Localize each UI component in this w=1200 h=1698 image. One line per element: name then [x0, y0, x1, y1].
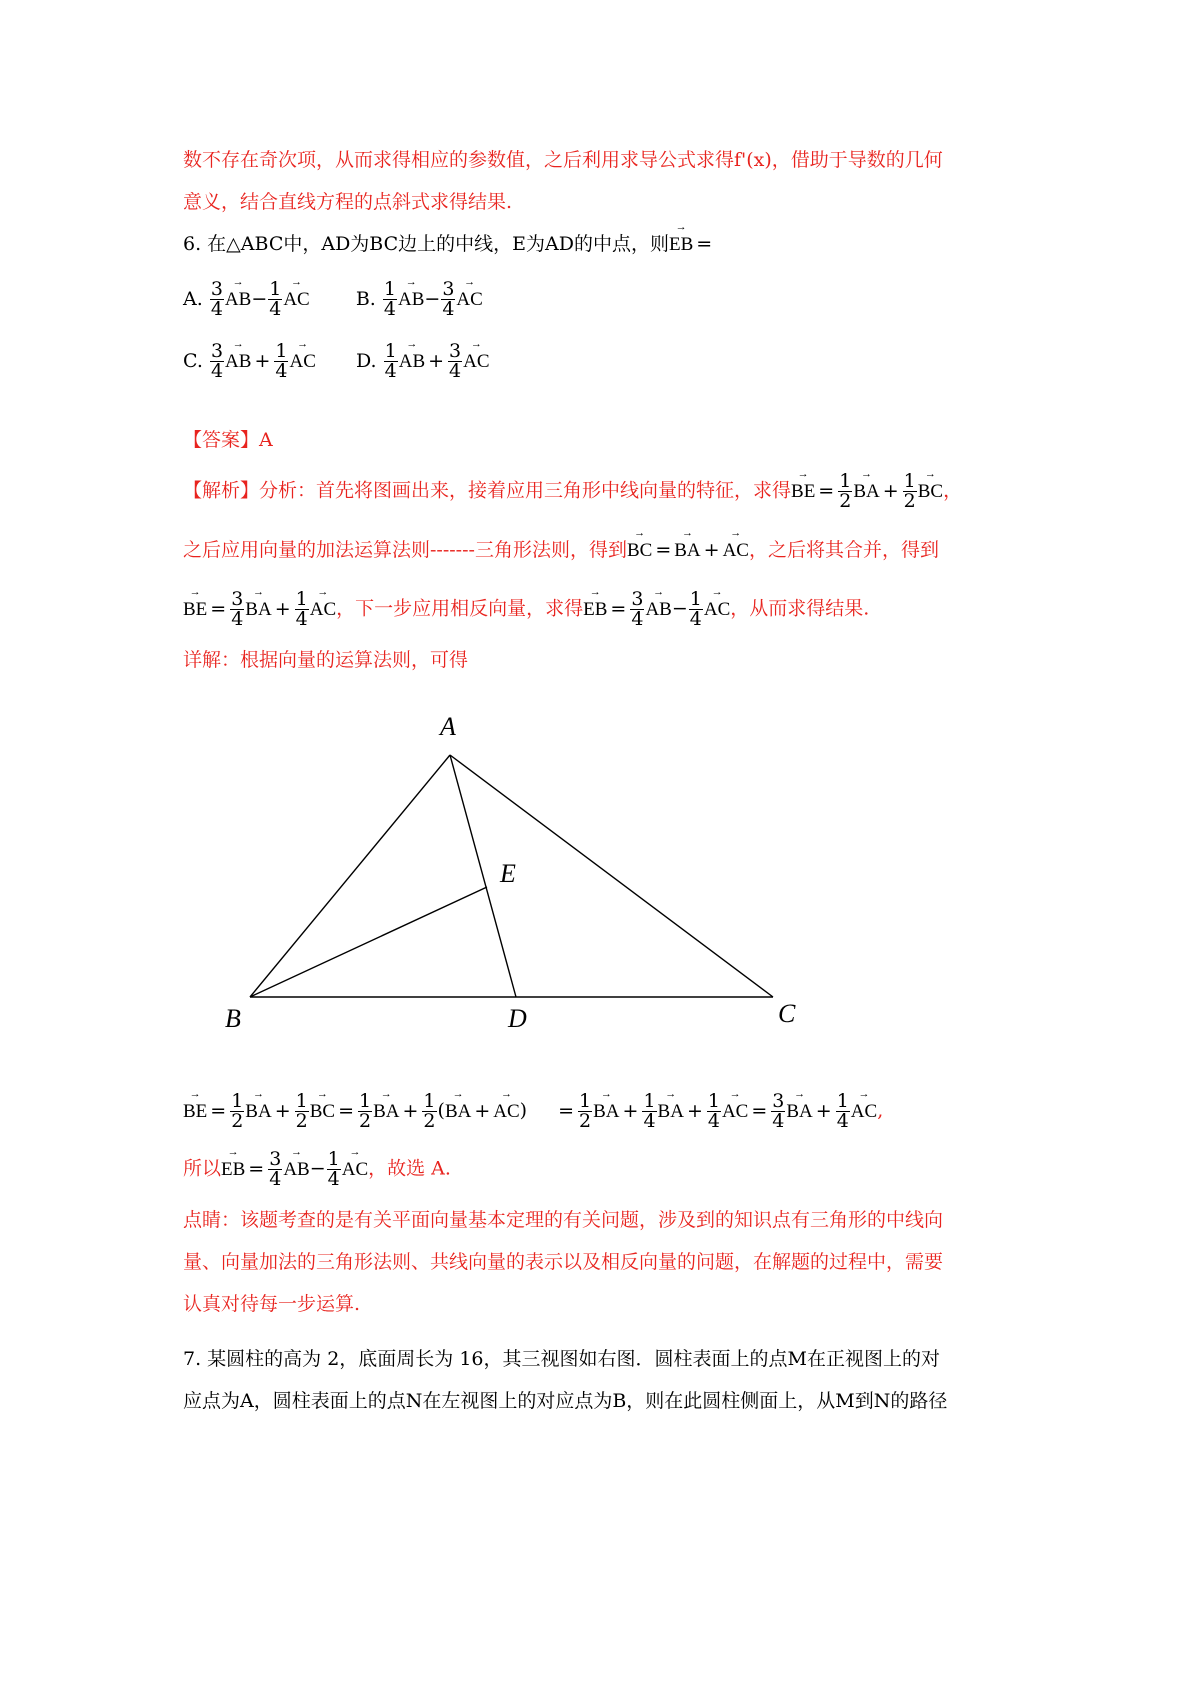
- vector: → AB: [225, 350, 251, 374]
- fraction: $\frac{1}{2}$: [231, 1090, 244, 1132]
- analysis-line-3: → BE = $\frac{3}{4}$ → BA + $\frac{1}{4}$ → AC，下一步应用相反向量，求得→ EB = $\frac{3}{4}$ → AB− $\frac{1}{4}$ → AC，从而求得结果.: [183, 590, 869, 629]
- option-label: A.: [183, 287, 203, 310]
- option-label: C.: [183, 349, 203, 372]
- vertex-label-a: A: [440, 712, 456, 741]
- question-7-line: 7. 某圆柱的高为 2，底面周长为 16，其三视图如右图．圆柱表面上的点M在正视图上的对: [183, 1348, 940, 1370]
- fraction: $\frac{1}{4}$: [269, 278, 282, 320]
- equals-sign: =: [696, 233, 713, 255]
- fraction: $\frac{3}{4}$: [269, 1148, 282, 1190]
- vertex-label-b: B: [225, 1004, 241, 1033]
- fraction: $\frac{3}{4}$: [210, 340, 224, 382]
- vector: → AC: [283, 288, 309, 312]
- vertex-label-e: E: [500, 859, 516, 888]
- fraction: $\frac{1}{4}$: [383, 278, 396, 320]
- operator: −: [424, 287, 441, 310]
- fraction: $\frac{3}{4}$: [631, 588, 644, 630]
- fraction: $\frac{3}{4}$: [442, 278, 455, 320]
- conclusion-line: 所以→ EB = $\frac{3}{4}$ → AB− $\frac{1}{4}$ → AC，故选 A.: [183, 1150, 451, 1189]
- vector: → AC: [456, 288, 482, 312]
- fraction: $\frac{1}{4}$: [707, 1090, 720, 1132]
- vector: → AB: [398, 288, 424, 312]
- vertex-label-c: C: [778, 999, 796, 1028]
- comment-line: 点睛：该题考查的是有关平面向量基本定理的有关问题，涉及到的知识点有三角形的中线向: [183, 1209, 944, 1231]
- text-line: 数不存在奇次项，从而求得相应的参数值，之后利用求导公式求得f'(x)，借助于导数的几何: [183, 149, 943, 171]
- fraction: $\frac{1}{2}$: [359, 1090, 372, 1132]
- vector: → AC: [463, 350, 489, 374]
- fraction: $\frac{3}{4}$: [210, 278, 223, 320]
- fraction: $\frac{3}{4}$: [772, 1090, 785, 1132]
- question-text: 6. 在△ABC中，AD为BC边上的中线，E为AD的中点，则: [183, 233, 669, 255]
- fraction: $\frac{1}{4}$: [689, 588, 702, 630]
- detail-line: 详解：根据向量的运算法则，可得: [183, 649, 469, 671]
- operator: −: [251, 287, 268, 310]
- vector: → EB: [669, 233, 693, 257]
- segment-be: [250, 887, 487, 997]
- comment-line: 认真对待每一步运算.: [183, 1293, 361, 1315]
- fraction: $\frac{1}{4}$: [836, 1090, 849, 1132]
- question-7-line: 应点为A，圆柱表面上的点N在左视图上的对应点为B，则在此圆柱侧面上，从M到N的路径: [183, 1390, 948, 1412]
- operator: +: [254, 349, 271, 372]
- analysis-line-2: 之后应用向量的加法运算法则-------三角形法则，得到→ BC =→ BA +→ AC，之后将其合并，得到: [183, 538, 939, 563]
- option-label: D.: [355, 349, 377, 372]
- answer-line: 【答案】A: [183, 429, 273, 451]
- fraction: $\frac{1}{4}$: [327, 1148, 340, 1190]
- segment-ac: [450, 755, 773, 997]
- fraction: $\frac{1}{4}$: [384, 340, 397, 382]
- vertex-label-d: D: [508, 1004, 527, 1033]
- fraction: $\frac{1}{2}$: [579, 1090, 592, 1132]
- vector: → AB: [225, 288, 251, 312]
- fraction: $\frac{3}{4}$: [449, 340, 462, 382]
- fraction: $\frac{1}{4}$: [643, 1090, 656, 1132]
- fraction: $\frac{1}{2}$: [839, 470, 852, 512]
- fraction: $\frac{3}{4}$: [231, 588, 244, 630]
- fraction: $\frac{1}{2}$: [903, 470, 916, 512]
- option-label: B.: [355, 287, 376, 310]
- derivation-line: → BE = $\frac{1}{2}$ → BA + $\frac{1}{2}$ → BC = $\frac{1}{2}$ → BA + $\frac{1}{2}$ (→ BA +→ AC) = $\frac{1}{2}$ → BA + $\frac{1}{4}$ → BA + $\frac{1}{4}$ → AC = $\frac{3}{4}$ → BA + $\frac{1}{4}$ → AC,: [183, 1092, 883, 1131]
- vector: → AB: [399, 350, 425, 374]
- segment-ab: [250, 755, 450, 997]
- vector: → AC: [289, 350, 315, 374]
- analysis-line-1: 【解析】分析：首先将图画出来，接着应用三角形中线向量的特征，求得→ BE = $\frac{1}{2}$ → BA + $\frac{1}{2}$ → BC，: [183, 472, 962, 511]
- fraction: $\frac{1}{2}$: [423, 1090, 436, 1132]
- fraction: $\frac{1}{2}$: [295, 1090, 308, 1132]
- comment-line: 量、向量加法的三角形法则、共线向量的表示以及相反向量的问题，在解题的过程中，需要: [183, 1251, 944, 1273]
- fraction: $\frac{1}{4}$: [275, 340, 288, 382]
- fraction: $\frac{1}{4}$: [295, 588, 308, 630]
- text-line: 意义，结合直线方程的点斜式求得结果.: [183, 191, 513, 213]
- operator: +: [428, 349, 445, 372]
